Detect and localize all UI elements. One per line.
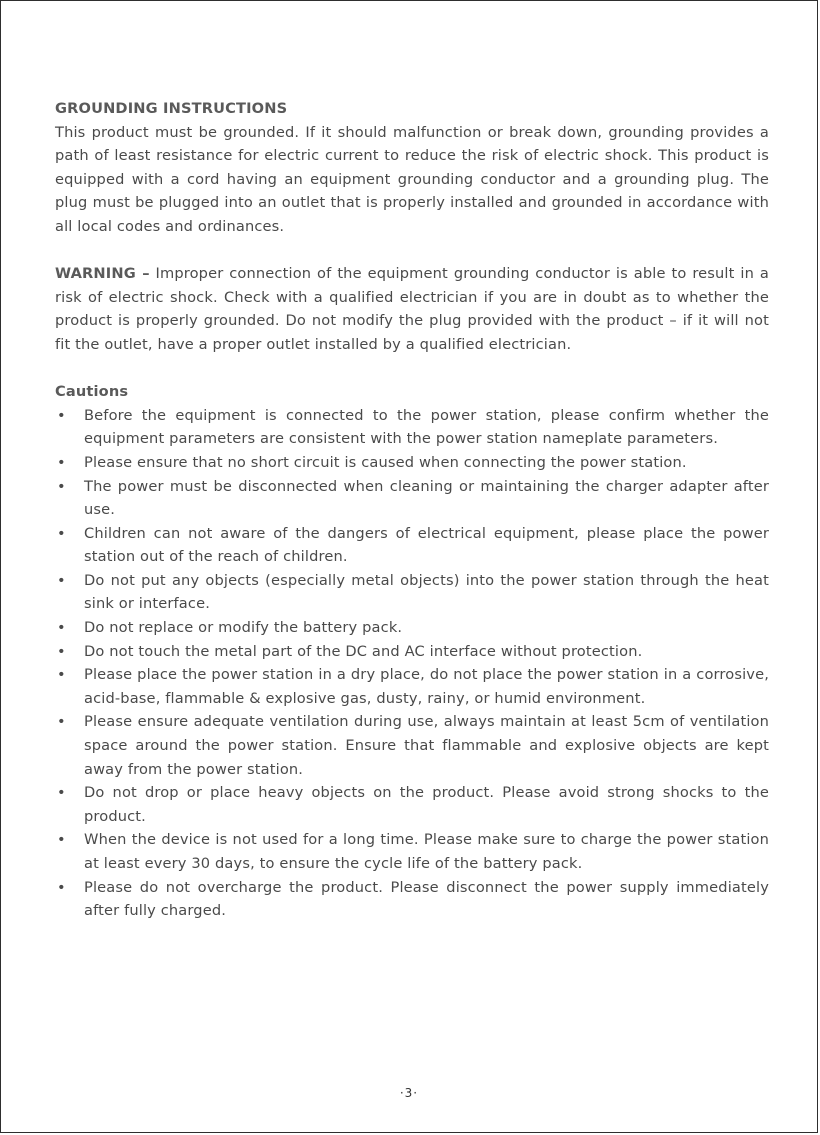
- caution-item: [55, 710, 769, 781]
- warning-label: WARNING –: [55, 265, 150, 283]
- cautions-section: [55, 380, 769, 923]
- caution-text: Do not touch the metal part of the DC and AC interface without protection.: [84, 642, 643, 660]
- bullet-icon: •: [57, 642, 66, 660]
- warning-paragraph: [55, 262, 769, 356]
- caution-text: Do not put any objects (especially metal objects) into the power station through the heat sink or interface.: [84, 571, 769, 613]
- caution-item: [55, 876, 769, 923]
- bullet-icon: •: [57, 406, 66, 424]
- bullet-icon: •: [57, 524, 66, 542]
- warning-body: Improper connection of the equipment grounding conductor is able to result in a risk of electric shock. Check with a qualified electrician if you are in doubt as to whether the product is properly grounded. Do not modify the plug provided with the product – if it will not fit the outlet, have a proper outlet installed by a qualified electrician.: [55, 265, 769, 353]
- grounding-section: [55, 97, 769, 239]
- caution-text: Please ensure that no short circuit is caused when connecting the power station.: [84, 453, 687, 471]
- caution-item: [55, 569, 769, 616]
- grounding-heading: GROUNDING INSTRUCTIONS: [55, 100, 288, 117]
- caution-item: [55, 451, 769, 475]
- bullet-icon: •: [57, 831, 66, 849]
- caution-item: [55, 404, 769, 451]
- caution-text: The power must be disconnected when cleaning or maintaining the charger adapter after use.: [84, 477, 769, 519]
- caution-item: [55, 616, 769, 640]
- caution-item: [55, 522, 769, 569]
- caution-item: [55, 640, 769, 664]
- bullet-icon: •: [57, 571, 66, 589]
- cautions-list: [55, 404, 769, 923]
- page-content: [55, 97, 769, 946]
- caution-text: Before the equipment is connected to the power station, please confirm whether the equipment parameters are consistent with the power station nameplate parameters.: [84, 406, 769, 448]
- bullet-icon: •: [57, 878, 66, 896]
- grounding-body: This product must be grounded. If it should malfunction or break down, grounding provides a path of least resistance for electric current to reduce the risk of electric shock. This product is equipped with a cord having an equipment grounding conductor and a grounding plug. The plug must be plugged into an outlet that is properly installed and grounded in accordance with all local codes and ordinances.: [55, 123, 769, 235]
- caution-text: Do not drop or place heavy objects on the product. Please avoid strong shocks to the product.: [84, 784, 769, 825]
- caution-text: Please do not overcharge the product. Please disconnect the power supply immediately after fully charged.: [84, 878, 769, 920]
- caution-item: [55, 663, 769, 710]
- bullet-icon: •: [57, 666, 66, 684]
- bullet-icon: •: [57, 619, 66, 637]
- caution-text: When the device is not used for a long time. Please make sure to charge the power station at least every 30 days, to ensure the cycle life of the battery pack.: [84, 831, 769, 872]
- caution-item: [55, 781, 769, 828]
- caution-text: Please place the power station in a dry place, do not place the power station in a corrosive, acid-base, flammable & explosive gas, dusty, rainy, or humid environment.: [84, 666, 769, 707]
- bullet-icon: •: [57, 784, 66, 802]
- bullet-icon: •: [57, 477, 66, 495]
- bullet-icon: •: [57, 713, 66, 731]
- caution-item: [55, 828, 769, 875]
- caution-item: [55, 475, 769, 522]
- warning-section: [55, 262, 769, 356]
- caution-text: Please ensure adequate ventilation during use, always maintain at least 5cm of ventilation space around the power station. Ensure that flammable and explosive objects are kept away from the power station.: [84, 713, 769, 778]
- cautions-heading: Cautions: [55, 383, 129, 401]
- bullet-icon: •: [57, 453, 66, 471]
- caution-text: Children can not aware of the dangers of electrical equipment, please place the power station out of the reach of children.: [84, 524, 769, 566]
- caution-text: Do not replace or modify the battery pack.: [84, 619, 403, 637]
- page-number: ·3·: [399, 1086, 419, 1100]
